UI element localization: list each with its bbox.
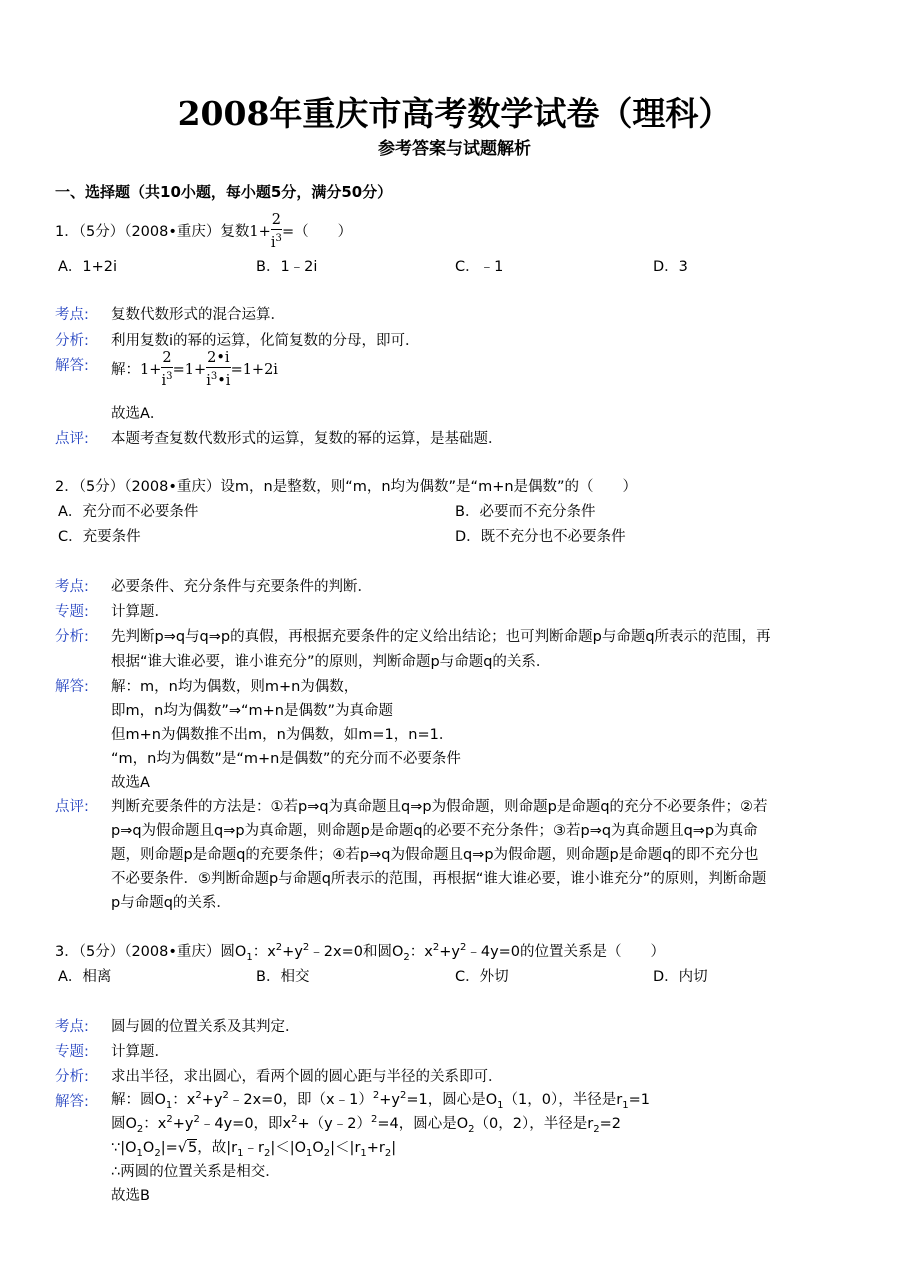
- q3-stem: 3．（5分）（2008•重庆）圆$O_1$：$x^2+y^2﹣2x=0$和圆$O_2$：$x^2+y^2﹣4y=0$的位置关系是（ ）: [55, 942, 666, 963]
- q2-jieda-label: 解答:: [55, 679, 89, 695]
- q3-jieda-line-1: 解：圆$O_1$：$x^2+y^2﹣2x=0$，即$(x﹣1)^2+y^2=1$，圆心是$O_1(1$，0），半径是$r_1=1$: [111, 1090, 650, 1111]
- q2-dianping-label: 点评:: [55, 799, 89, 815]
- q1-dianping-label: 点评:: [55, 431, 89, 447]
- q2-option-c: C．充要条件: [58, 529, 141, 545]
- q2-kaodian: 必要条件、充分条件与充要条件的判断．: [111, 579, 372, 595]
- q3-zhuanti: 计算题．: [111, 1044, 169, 1060]
- q3-option-a: A．相离: [58, 969, 112, 985]
- q1-jieda-label: 解答:: [55, 358, 89, 374]
- q2-option-b: B．必要而不充分条件: [455, 504, 596, 520]
- page-subtitle: 参考答案与试题解析: [378, 139, 531, 159]
- q2-dianping-line-3: 题，则命题p是命题q的充要条件；④若p⇒q为假命题且q⇒p为假命题，则命题p是命题q的即不充分也: [111, 847, 759, 863]
- q3-jieda-label: 解答:: [55, 1094, 89, 1110]
- q2-fenxi-line-1: 先判断p⇒q与q⇒p的真假，再根据充要条件的定义给出结论；也可判断命题p与命题q所表示的范围，再: [111, 629, 771, 645]
- q1-kaodian-label: 考点:: [55, 307, 89, 323]
- q3-fenxi-label: 分析:: [55, 1069, 89, 1085]
- q1-option-b: B．1﹣2i: [256, 259, 318, 275]
- q2-dianping-line-4: 不必要条件．⑤判断命题p与命题q所表示的范围，再根据“谁大谁必要，谁小谁充分”的原则，判断命题: [111, 871, 767, 887]
- q1-dianping: 本题考查复数代数形式的运算，复数的幂的运算，是基础题．: [111, 431, 503, 447]
- q2-jieda-line-3: 但m+n为偶数推不出m，n为偶数，如m=1，n=1．: [111, 727, 454, 743]
- q3-jieda-line-2: 圆$O_2$：$x^2+y^2﹣4y=0$，即$x^2+(y﹣2)^2=4$，圆心是$O_2(0$，2），半径是$r_2=2$: [111, 1114, 621, 1135]
- q2-dianping-line-1: 判断充要条件的方法是：①若p⇒q为真命题且q⇒p为假命题，则命题p是命题q的充分不必要条件；②若: [111, 799, 768, 815]
- q1-fenxi-label: 分析:: [55, 333, 89, 349]
- section-heading: 一、选择题（共10小题，每小题5分，满分50分）: [55, 183, 393, 201]
- q2-stem: 2．（5分）（2008•重庆）设m，n是整数，则“m，n均为偶数”是“m+n是偶数”的（ ）: [55, 479, 638, 495]
- q1-fenxi: 利用复数i的幂的运算，化简复数的分母，即可．: [111, 333, 420, 349]
- q3-kaodian-label: 考点:: [55, 1019, 89, 1035]
- q3-option-d: D．内切: [653, 969, 708, 985]
- q3-jieda-line-4: ∴两圆的位置关系是相交．: [111, 1164, 280, 1180]
- page-title: 2008年重庆市高考数学试卷（理科）: [177, 94, 732, 133]
- q1-solution: 解：1+ $\frac{2}{i^3}$ =1+ $\frac{2•i}{i^3•i}$ =1+2i: [111, 350, 278, 389]
- q2-option-d: D．既不充分也不必要条件: [455, 529, 626, 545]
- q3-jieda-line-5: 故选B: [111, 1188, 150, 1204]
- q1-kaodian: 复数代数形式的混合运算．: [111, 307, 285, 323]
- q3-option-b: B．相交: [256, 969, 310, 985]
- q3-option-c: C．外切: [455, 969, 509, 985]
- q3-jieda-line-3: $\because|O_1O_2|=√5$，故$|r_1﹣r_2|<|O_1O_2|<|r_1+r_2|$: [111, 1140, 397, 1159]
- q2-dianping-line-5: p与命题q的关系．: [111, 895, 231, 911]
- q3-zhuanti-label: 专题:: [55, 1044, 89, 1060]
- q2-jieda-line-1: 解：m，n均为偶数，则m+n为偶数，: [111, 679, 359, 695]
- q3-fenxi: 求出半径，求出圆心，看两个圆的圆心距与半径的关系即可．: [111, 1069, 503, 1085]
- q2-zhuanti: 计算题．: [111, 604, 169, 620]
- q2-jieda-line-2: 即m，n均为偶数”⇒“m+n是偶数”为真命题: [111, 703, 393, 719]
- q1-option-d: D．3: [653, 259, 688, 275]
- q2-zhuanti-label: 专题:: [55, 604, 89, 620]
- q3-kaodian: 圆与圆的位置关系及其判定．: [111, 1019, 300, 1035]
- q1-option-a: A．1+2i: [58, 259, 118, 275]
- q2-fenxi-label: 分析:: [55, 629, 89, 645]
- q2-dianping-line-2: p⇒q为假命题且q⇒p为真命题，则命题p是命题q的必要不充分条件；③若p⇒q为真命题且q⇒p为真命: [111, 823, 758, 839]
- q1-option-c: C．﹣1: [455, 259, 504, 275]
- q2-jieda-line-5: 故选A: [111, 775, 150, 791]
- q1-stem: 1．（5分）（2008•重庆）复数1+ $\frac{2}{i^3}$ =（ ）: [55, 212, 353, 251]
- q2-fenxi-line-2: 根据“谁大谁必要，谁小谁充分”的原则，判断命题p与命题q的关系．: [111, 654, 551, 670]
- q2-kaodian-label: 考点:: [55, 579, 89, 595]
- q2-option-a: A．充分而不必要条件: [58, 504, 199, 520]
- q1-choose: 故选A．: [111, 406, 165, 422]
- q2-jieda-line-4: “m，n均为偶数”是“m+n是偶数”的充分而不必要条件: [111, 751, 461, 767]
